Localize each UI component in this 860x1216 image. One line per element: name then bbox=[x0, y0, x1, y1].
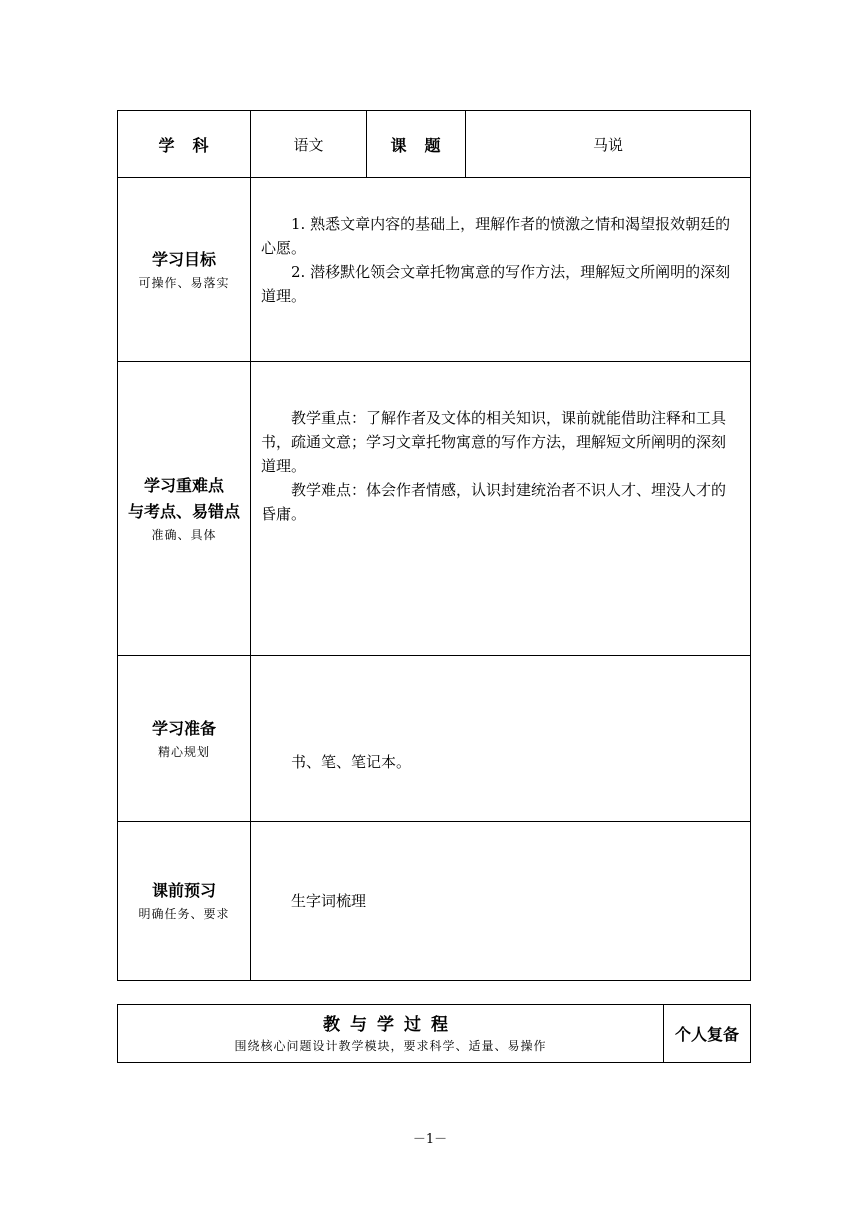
process-title: 教与学过程 bbox=[323, 1014, 458, 1035]
goals-label-cell bbox=[118, 178, 251, 362]
key-points-label: 学习重难点 bbox=[143, 475, 224, 495]
preparation-label-cell bbox=[118, 656, 251, 822]
key-points-label-cell bbox=[118, 362, 251, 656]
goal-item: 2. 潜移默化领会文章托物寓意的写作方法，理解短文所阐明的深刻道理。 bbox=[261, 263, 731, 305]
header-row bbox=[118, 111, 751, 178]
preparation-item: 书、笔、笔记本。 bbox=[291, 753, 412, 771]
key-point-item: 教学难点：体会作者情感，认识封建统治者不识人才、埋没人才的昏庸。 bbox=[261, 481, 727, 523]
key-points-sublabel: 准确、具体 bbox=[151, 527, 217, 542]
goals-sublabel: 可操作、易落实 bbox=[138, 275, 230, 290]
goal-item: 1. 熟悉文章内容的基础上，理解作者的愤激之情和渴望报效朝廷的心愿。 bbox=[261, 215, 731, 257]
preview-row bbox=[118, 822, 751, 981]
preview-item: 生字词梳理 bbox=[291, 892, 367, 910]
personal-review-label: 个人复备 bbox=[664, 1005, 751, 1063]
lesson-plan-table bbox=[117, 110, 751, 981]
key-points-content bbox=[251, 362, 751, 656]
topic-label: 课 题 bbox=[367, 111, 466, 178]
key-point-item: 教学重点：了解作者及文体的相关知识，课前就能借助注释和工具书，疏通文意；学习文章托物寓意的写作方法，理解短文所阐明的深刻道理。 bbox=[261, 409, 727, 475]
subject-value: 语文 bbox=[251, 111, 367, 178]
subject-label: 学 科 bbox=[118, 111, 251, 178]
preview-label-cell bbox=[118, 822, 251, 981]
goals-label: 学习目标 bbox=[151, 249, 216, 269]
preparation-label: 学习准备 bbox=[151, 718, 216, 738]
process-subtitle: 围绕核心问题设计教学模块，要求科学、适量、易操作 bbox=[234, 1038, 547, 1053]
preparation-row bbox=[118, 656, 751, 822]
preparation-sublabel: 精心规划 bbox=[157, 744, 210, 759]
goals-content bbox=[251, 178, 751, 362]
page-number: －1－ bbox=[412, 1132, 448, 1147]
preview-label: 课前预习 bbox=[151, 881, 216, 900]
topic-value: 马说 bbox=[466, 111, 751, 178]
key-points-label-2: 与考点、易错点 bbox=[127, 501, 240, 521]
process-header-row bbox=[118, 1005, 751, 1063]
key-points-row bbox=[118, 362, 751, 656]
preparation-content bbox=[251, 656, 751, 822]
process-table bbox=[117, 1004, 751, 1063]
goals-row bbox=[118, 178, 751, 362]
process-title-cell bbox=[118, 1005, 664, 1063]
preview-content bbox=[251, 822, 751, 981]
preview-sublabel: 明确任务、要求 bbox=[138, 907, 230, 921]
